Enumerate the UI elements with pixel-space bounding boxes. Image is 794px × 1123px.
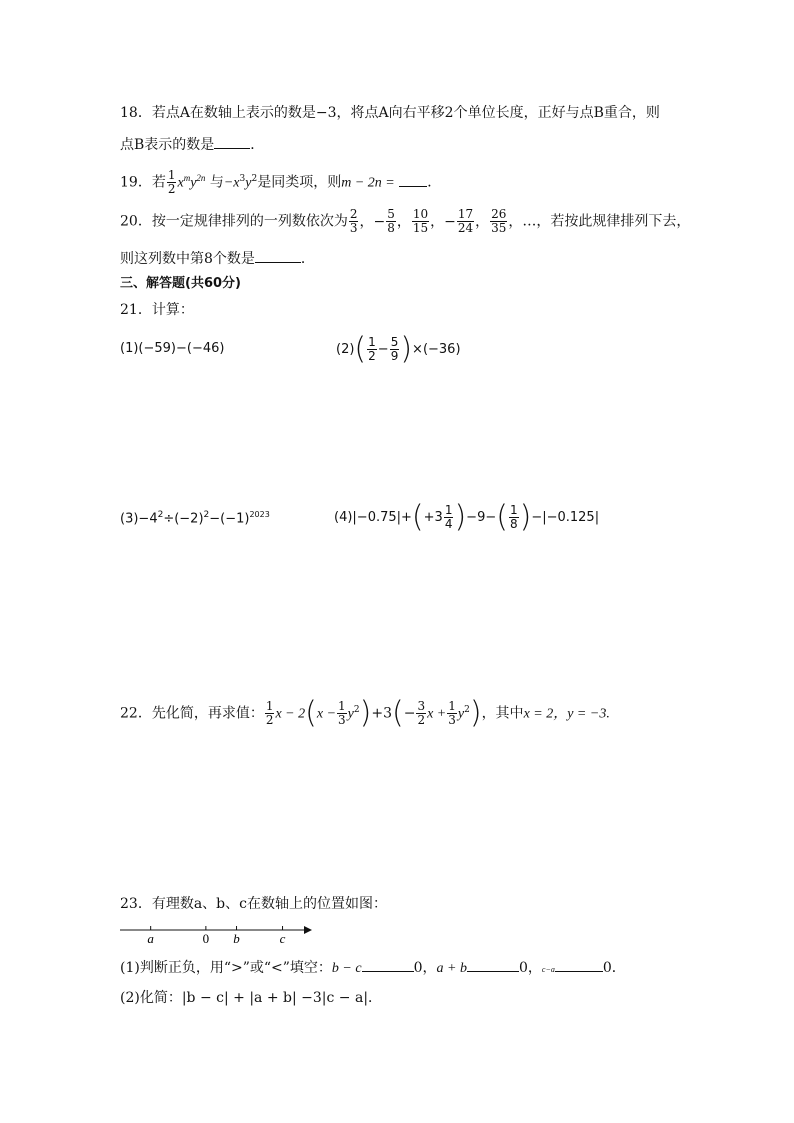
frac-num: 26 [491, 207, 507, 221]
q21-p2-tail: ×(−36) [412, 342, 461, 357]
answer-blank [467, 957, 519, 972]
paren-right: ) [469, 695, 482, 731]
q20-prefix: 20．按一定规律排列的一列数依次为 [120, 213, 348, 230]
paren-right: ) [359, 695, 372, 731]
q18-line2 [120, 134, 264, 155]
frac-den: 2 [417, 713, 426, 728]
q23-p1-end: ． [611, 960, 626, 976]
frac-den: 15 [412, 221, 429, 235]
frac-num: 1 [448, 699, 456, 714]
q22-suffix: ，其中 [481, 705, 524, 722]
frac-den: 2 [167, 182, 176, 197]
q21-p4-label: (4) [334, 510, 353, 525]
answer-blank [362, 957, 414, 972]
q20-separator: ， [396, 213, 411, 230]
q18-end: ． [250, 137, 265, 153]
q22-e: x + [427, 706, 447, 722]
q19-mid: 与 [209, 174, 224, 191]
q23-p1-prefix: (1)判断正负，用“>”或“<”填空： [120, 960, 332, 976]
frac-den: 35 [491, 221, 507, 235]
q19-prefix: 19．若 [120, 174, 166, 191]
q21-p4-a: |−0.75|+ [352, 510, 412, 525]
q19-term2: −x [223, 175, 240, 191]
q19-suffix: 是同类项，则 [257, 174, 342, 191]
q21-p2-minus: − [377, 342, 389, 357]
frac-num: 1 [368, 335, 376, 349]
number-line-label: 0 [202, 931, 210, 946]
q20-separator: ， [475, 213, 490, 230]
paren-left: ( [354, 331, 367, 367]
frac-num: 1 [338, 699, 346, 714]
q23-p1-zero2: 0 [518, 960, 528, 976]
q19-expr: m − 2n = [341, 175, 395, 191]
q19-fraction [167, 169, 177, 196]
q23-part2: (2)化简：|b − c| + |a + b| −3|c − a|． [120, 990, 383, 1006]
q21-p3-a-sup: 2 [157, 510, 164, 520]
frac-num: 1 [265, 699, 274, 714]
frac-den: 4 [444, 517, 453, 531]
q22-prefix: 22．先化简，再求值： [120, 705, 264, 722]
q23-p1-e2: a + b [436, 961, 467, 976]
answer-blank [255, 248, 301, 263]
q18-line2-text: 点B表示的数是 [120, 137, 215, 153]
q20-separator: ， [508, 213, 523, 230]
q19-end: ． [427, 174, 442, 191]
q21-p4-c: −|−0.125| [531, 510, 600, 525]
q20-line1 [120, 208, 690, 235]
frac-den: 8 [509, 517, 518, 531]
q20-fraction [490, 208, 507, 235]
q22-frac2 [337, 700, 347, 727]
number-line-label: c [279, 931, 286, 946]
paren-left: ( [411, 499, 424, 535]
frac-den: 8 [387, 221, 395, 235]
q22-cond: x = 2，y = −3. [523, 706, 610, 722]
frac-num: 5 [390, 335, 399, 349]
q18-line1: 18．若点A在数轴上表示的数是−3，将点A向右平移2个单位长度，正好与点B重合，则 [120, 105, 660, 121]
q22-y3: y [457, 706, 465, 722]
number-line-ticks [147, 926, 285, 946]
q21-p2-frac1 [367, 336, 377, 363]
q23-p1-zero3: 0 [602, 960, 612, 976]
q22-d: − [403, 705, 416, 722]
paren-right: ) [400, 331, 413, 367]
number-line [118, 920, 314, 946]
q20-separator: ， [430, 213, 445, 230]
q20-sequence [348, 207, 523, 235]
frac-num: 2 [349, 207, 358, 221]
q22-frac4 [447, 700, 457, 727]
q21-p4-b: −9− [466, 510, 497, 525]
paren-right: ) [454, 499, 467, 535]
q20-fraction [412, 208, 429, 235]
q21-p3-c-sup: 2023 [249, 510, 270, 519]
q19-term1-y: y [190, 175, 197, 191]
paren-left: ( [391, 695, 404, 731]
q21-p3-a: −4 [138, 511, 158, 527]
q22-b: x − [316, 706, 337, 722]
q22-a: x − 2 [275, 706, 306, 722]
answer-blank [399, 172, 427, 187]
frac-num: 1 [444, 503, 453, 517]
q21-p3-b: ÷(−2) [163, 511, 204, 527]
q21-p2-label: (2) [336, 342, 355, 357]
frac-den: 2 [368, 349, 376, 363]
frac-num: 5 [387, 207, 395, 221]
q22-frac3 [416, 700, 426, 727]
number-line-label: b [233, 931, 240, 946]
frac-den: 3 [448, 713, 456, 728]
q22-y2: y [347, 706, 354, 722]
q22-line [120, 695, 610, 731]
q21-part3 [120, 505, 270, 529]
frac-num: 1 [509, 503, 518, 517]
paren-left: ( [496, 499, 508, 535]
q23-p1-sep1: ， [422, 960, 437, 976]
q20-separator: ， [359, 213, 374, 230]
q23-part1 [120, 957, 626, 980]
q21-p3-label: (3) [120, 511, 139, 527]
q19-line [120, 168, 441, 196]
answer-blank [555, 957, 603, 972]
q20-ellipsis: … [522, 213, 537, 230]
q21-p4-mixed: +3 [423, 510, 443, 525]
q21-p3-b-sup: 2 [203, 510, 210, 520]
q21-part4 [334, 499, 600, 535]
frac-den: 9 [390, 349, 399, 363]
q21-p3-c: −(−1) [209, 511, 250, 527]
paren-right: ) [519, 499, 532, 535]
section-title: 三、解答题(共60分) [120, 276, 241, 291]
number-line-label: a [147, 931, 154, 946]
q20-sign: − [444, 213, 456, 230]
frac-den: 2 [265, 713, 274, 728]
q20-sign: − [373, 213, 386, 230]
q22-y3-sup: 2 [464, 705, 470, 715]
q23-p1-sep2: ， [527, 960, 542, 976]
q20-fraction [457, 208, 474, 235]
q22-c: +3 [371, 705, 392, 722]
q19-term1-sup: m [183, 173, 191, 183]
q21-p2-frac2 [390, 336, 400, 363]
q20-end: ． [300, 251, 315, 267]
q21-p4-frac1 [444, 504, 454, 531]
frac-num: 17 [457, 207, 474, 221]
q20-fraction [349, 208, 359, 235]
frac-num: 1 [167, 168, 176, 183]
q23-p1-zero1: 0 [413, 960, 423, 976]
q21-title: 21．计算： [120, 302, 194, 318]
q19-term2-y: y [245, 175, 252, 191]
q20-line2-text: 则这列数中第8个数是 [120, 251, 255, 267]
q23-title: 23．有理数a、b、c在数轴上的位置如图： [120, 896, 387, 912]
q20-line2 [120, 248, 315, 269]
q19-term2-sup: 3 [239, 174, 246, 184]
frac-num: 10 [412, 207, 429, 221]
number-line-arrow [304, 926, 312, 934]
q23-p1-e3: c−a [541, 965, 555, 974]
paren-left: ( [305, 695, 317, 731]
q19-term1: x [177, 175, 184, 191]
q19-term1-y-sup: 2n [196, 173, 206, 183]
q22-y2-sup: 2 [353, 705, 360, 715]
q20-fraction [386, 208, 396, 235]
q20-suffix: ，若按此规律排列下去， [536, 213, 691, 230]
frac-num: 3 [417, 699, 426, 714]
q23-p1-e1: b − c [331, 961, 362, 976]
q19-term2-y-sup: 2 [251, 174, 258, 184]
q22-frac1 [265, 700, 275, 727]
frac-den: 3 [349, 221, 358, 235]
q21-p4-frac2 [509, 504, 519, 531]
q21-part2 [336, 331, 461, 367]
answer-blank [214, 134, 250, 149]
frac-den: 24 [457, 221, 474, 235]
frac-den: 3 [338, 713, 346, 728]
q21-part1: (1)(−59)−(−46) [120, 341, 225, 356]
